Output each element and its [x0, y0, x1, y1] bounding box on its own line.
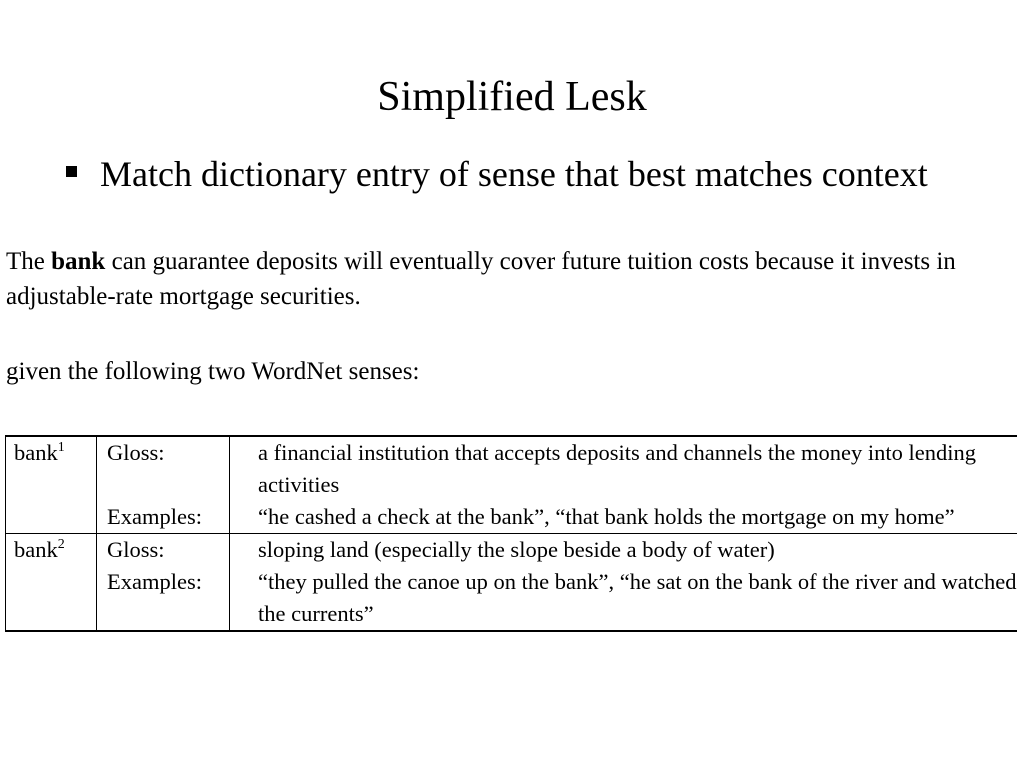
definition-cell — [230, 534, 1018, 632]
examples-text: “they pulled the canoe up on the bank”, “he sat on the bank of the river and watched the currents” — [258, 569, 1017, 626]
examples-label: Examples: — [107, 504, 202, 529]
label-cell — [97, 436, 230, 534]
examples-text: “he cashed a check at the bank”, “that bank holds the mortgage on my home” — [258, 504, 955, 529]
target-word: bank — [51, 248, 106, 275]
sense-word: bank — [14, 440, 58, 465]
wordnet-senses-table — [5, 435, 1017, 632]
gloss-label: Gloss: — [107, 440, 165, 465]
sense-number: 1 — [57, 440, 65, 455]
table-row — [6, 436, 1018, 534]
table-row — [6, 534, 1018, 632]
square-bullet-icon — [66, 166, 77, 177]
example-sentence — [6, 244, 1016, 314]
definition-cell — [230, 436, 1018, 534]
gloss-text: a financial institution that accepts deposits and channels the money into lending activities — [258, 440, 976, 497]
gloss-text: sloping land (especially the slope beside a body of water) — [258, 537, 775, 562]
sense-number: 2 — [57, 537, 65, 552]
sense-word-cell — [6, 534, 97, 632]
sentence-start: The — [6, 248, 52, 275]
bullet-text: Match dictionary entry of sense that best matches context — [100, 154, 928, 194]
examples-label: Examples: — [107, 569, 202, 594]
sense-word: bank — [14, 537, 58, 562]
slide-title: Simplified Lesk — [377, 74, 647, 120]
sense-word-cell — [6, 436, 97, 534]
gloss-label: Gloss: — [107, 537, 165, 562]
label-cell — [97, 534, 230, 632]
senses-intro: given the following two WordNet senses: — [6, 358, 420, 385]
sentence-end: can guarantee deposits will eventually cover future tuition costs because it invests in adjustable-rate mortgage securities. — [6, 248, 956, 310]
